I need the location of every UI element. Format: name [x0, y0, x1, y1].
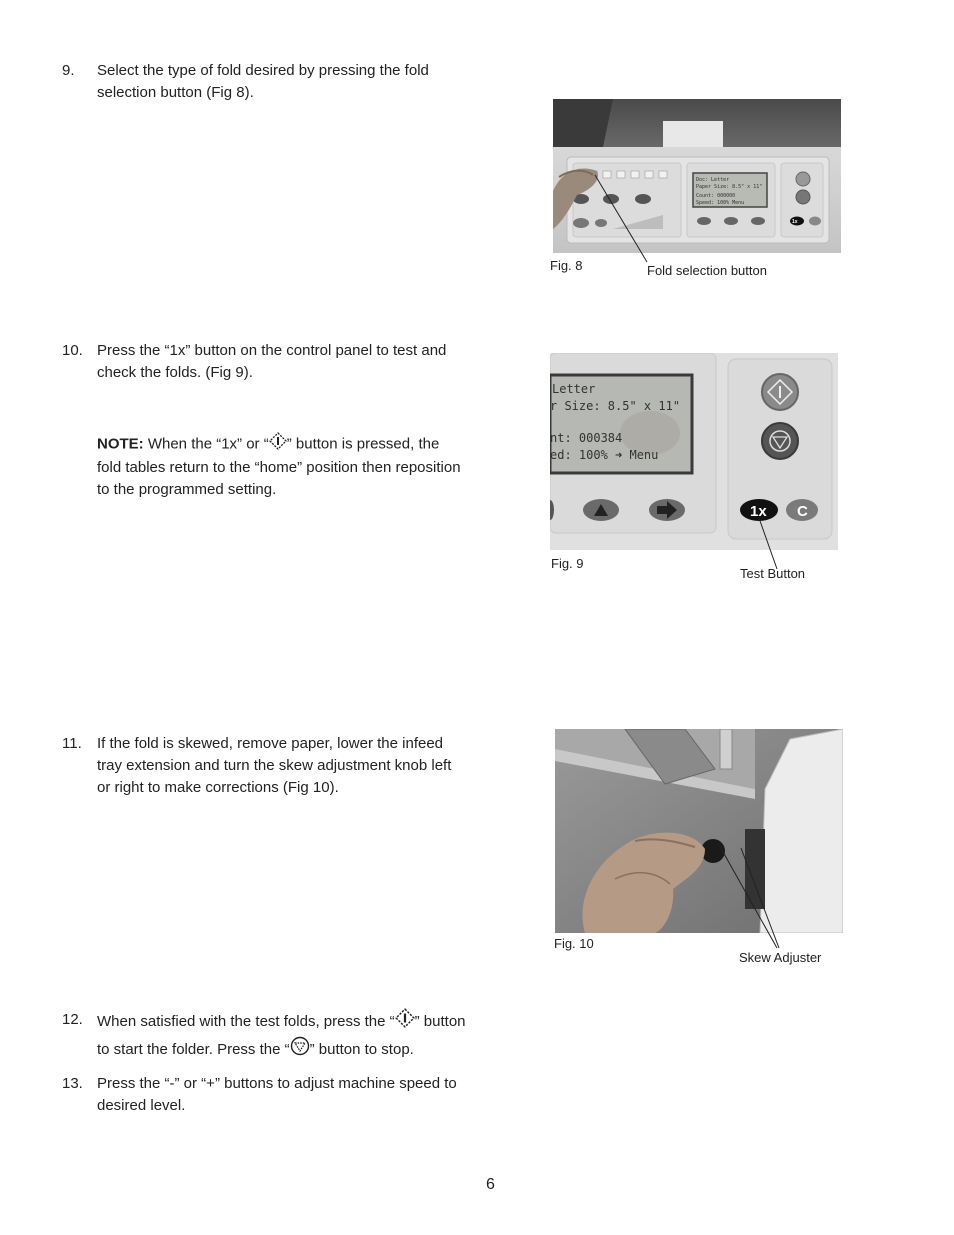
fig9-lcd-line: ed: 100% ➜ Menu	[550, 448, 659, 462]
step-text-line: or right to make corrections (Fig 10).	[97, 779, 339, 796]
note-block	[97, 432, 497, 502]
step-number: 12.	[62, 1011, 83, 1028]
step-text: When satisfied with the test folds, press the “	[97, 1012, 395, 1030]
step-text-line: tray extension and turn the skew adjustment knob left	[97, 757, 452, 774]
fig9-callout-label: Test Button	[740, 566, 806, 581]
step-12	[62, 1008, 502, 1058]
step-text: to start the folder. Press the “	[97, 1040, 290, 1058]
fig10-caption: Fig. 10	[554, 936, 594, 951]
note-label: NOTE:	[97, 435, 144, 453]
fig10-callout-lines	[715, 838, 785, 953]
step-10	[62, 340, 492, 390]
fig8-callout-label: Fold selection button	[647, 263, 767, 278]
fig10-photo	[555, 729, 843, 933]
fig8-lcd-line: Speed: 100% Menu	[696, 200, 745, 206]
fig9-photo	[550, 353, 838, 550]
step-text-line: check the folds. (Fig 9).	[97, 364, 253, 381]
fig9-lcd-line: nt: 000384	[550, 431, 623, 445]
fig8-lcd-line: Doc: Letter	[696, 177, 730, 183]
step-text-line: Press the “-” or “+” buttons to adjust machine speed to	[97, 1075, 457, 1092]
step-number: 9.	[62, 62, 75, 79]
fig9-c-button-label: C	[797, 503, 808, 520]
step-11	[62, 733, 492, 803]
start-icon	[269, 432, 287, 457]
page-number: 6	[486, 1176, 495, 1193]
step-number: 11.	[62, 735, 82, 752]
fig9-lcd-line: r Size: 8.5" x 11"	[550, 399, 681, 413]
step-9	[62, 60, 482, 110]
fig9-lcd-line: Letter	[552, 382, 596, 396]
step-text-line: Select the type of fold desired by pressing the fold	[97, 62, 429, 79]
note-text: ” button is pressed, the	[286, 435, 440, 453]
step-text-line: If the fold is skewed, remove paper, lower the infeed	[97, 735, 444, 752]
stop-icon	[290, 1036, 310, 1064]
step-text-line: selection button (Fig 8).	[97, 84, 254, 101]
fig8-lcd-line: Paper Size: 8.5" x 11"	[696, 184, 763, 190]
fig9-caption: Fig. 9	[551, 556, 584, 571]
step-text: ” button to stop.	[309, 1040, 414, 1058]
fig8-callout-line	[590, 170, 650, 270]
fig9-1x-button-label: 1x	[750, 503, 767, 520]
fig10-callout-label: Skew Adjuster	[739, 950, 822, 965]
step-text: ” button	[414, 1012, 466, 1030]
step-number: 13.	[62, 1075, 83, 1092]
start-icon	[395, 1008, 415, 1036]
svg-text:1x: 1x	[792, 219, 798, 225]
fig8-lcd-line: Count: 000000	[696, 193, 736, 199]
note-text: to the programmed setting.	[97, 481, 277, 498]
note-text: When the “1x” or “	[143, 435, 269, 453]
step-text-line: desired level.	[97, 1097, 186, 1114]
note-text: fold tables return to the “home” position then reposition	[97, 459, 461, 476]
step-13	[62, 1073, 502, 1123]
step-number: 10.	[62, 342, 83, 359]
fig8-caption: Fig. 8	[550, 258, 583, 273]
step-text-line: Press the “1x” button on the control panel to test and	[97, 342, 447, 359]
